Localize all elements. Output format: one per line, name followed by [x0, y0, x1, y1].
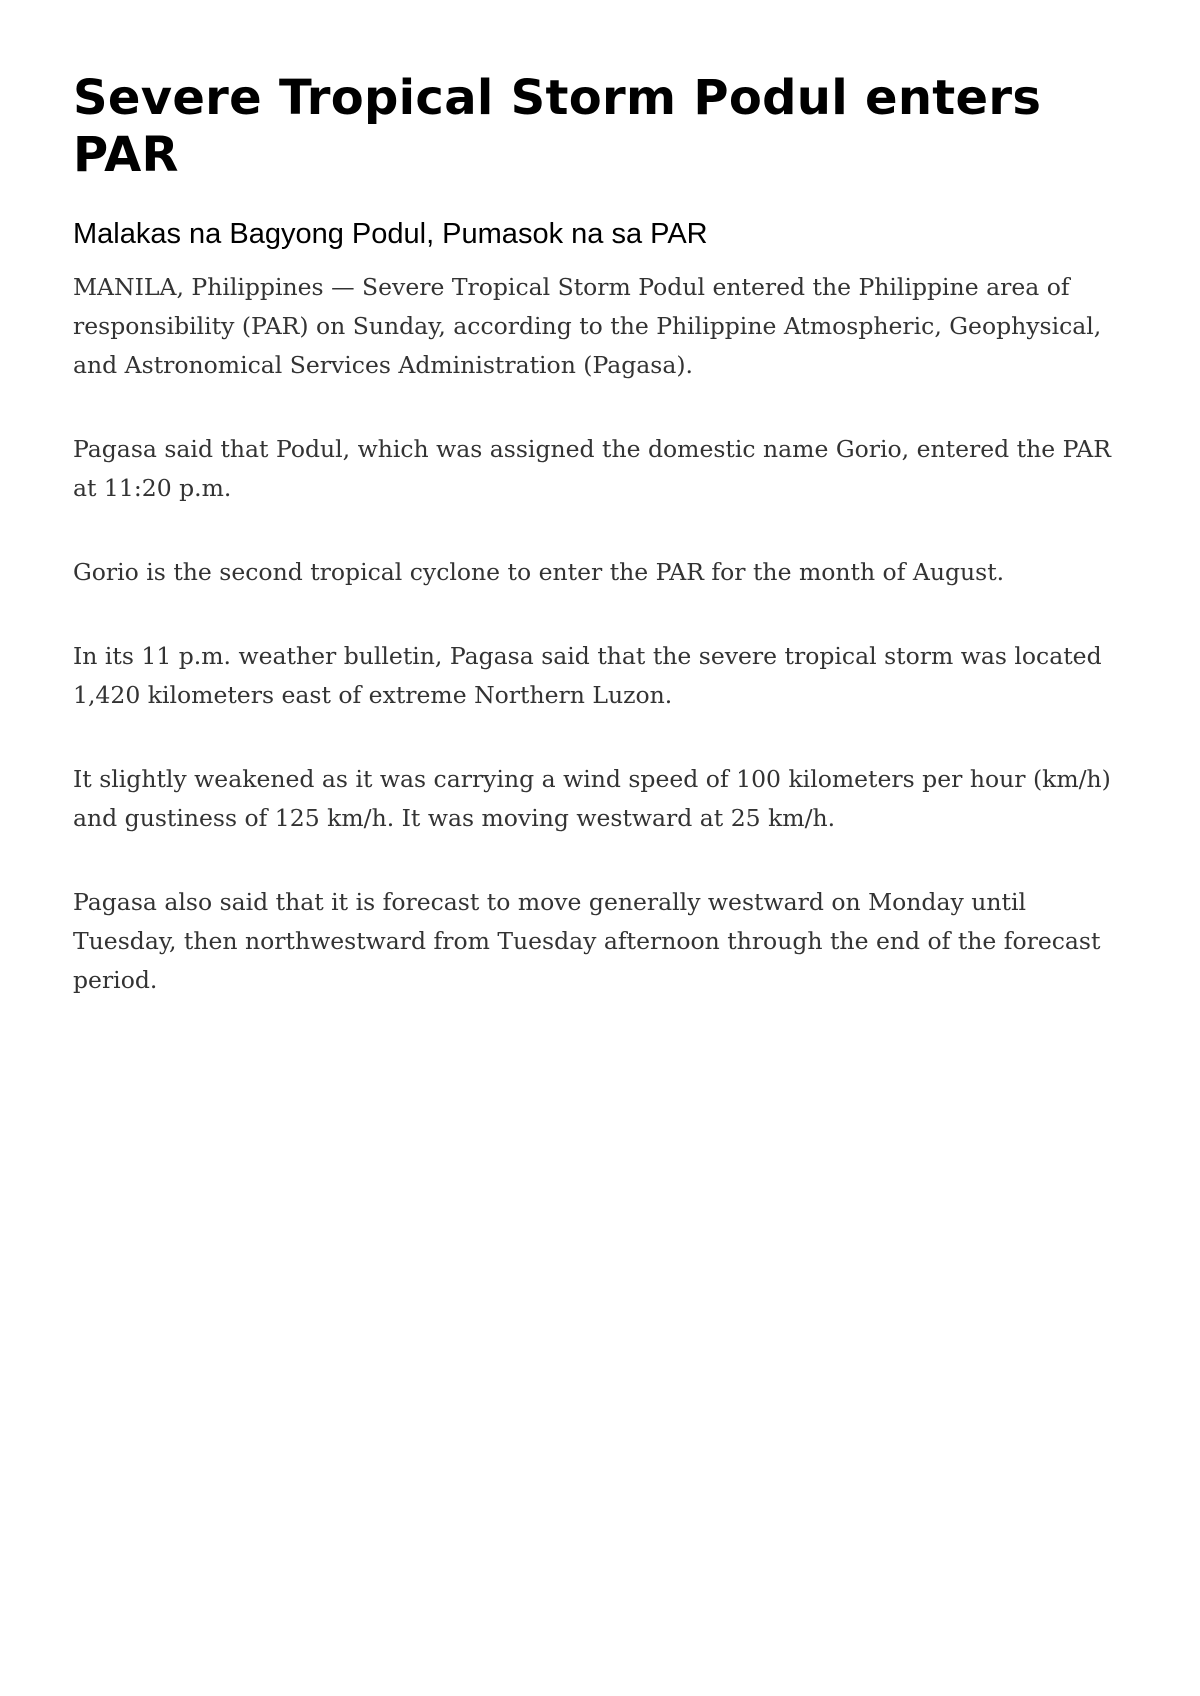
- article: [73, 70, 1133, 1045]
- article-subtitle: Malakas na Bagyong Podul, Pumasok na sa PAR: [73, 218, 708, 250]
- paragraph: It slightly weakened as it was carrying a wind speed of 100 kilometers per hour (km/h) and gustiness of 125 km/h. It was moving westward at 25 km/h.: [73, 765, 1111, 832]
- paragraph: Gorio is the second tropical cyclone to enter the PAR for the month of August.: [73, 558, 1005, 586]
- paragraph: Pagasa also said that it is forecast to move generally westward on Monday until Tuesday, then northwestward from Tuesday afternoon through the end of the forecast period.: [73, 888, 1101, 994]
- paragraph: MANILA, Philippines — Severe Tropical Storm Podul entered the Philippine area of responsibility (PAR) on Sunday, according to the Philippine Atmospheric, Geophysical, and Astronomical Services Administration (Pagasa).: [73, 273, 1102, 379]
- article-body: [73, 268, 1133, 1000]
- article-title: Severe Tropical Storm Podul enters PAR: [73, 70, 1042, 183]
- paragraph: Pagasa said that Podul, which was assigned the domestic name Gorio, entered the PAR at 11:20 p.m.: [73, 435, 1111, 502]
- paragraph: In its 11 p.m. weather bulletin, Pagasa said that the severe tropical storm was located 1,420 kilometers east of extreme Northern Luzon.: [73, 642, 1102, 709]
